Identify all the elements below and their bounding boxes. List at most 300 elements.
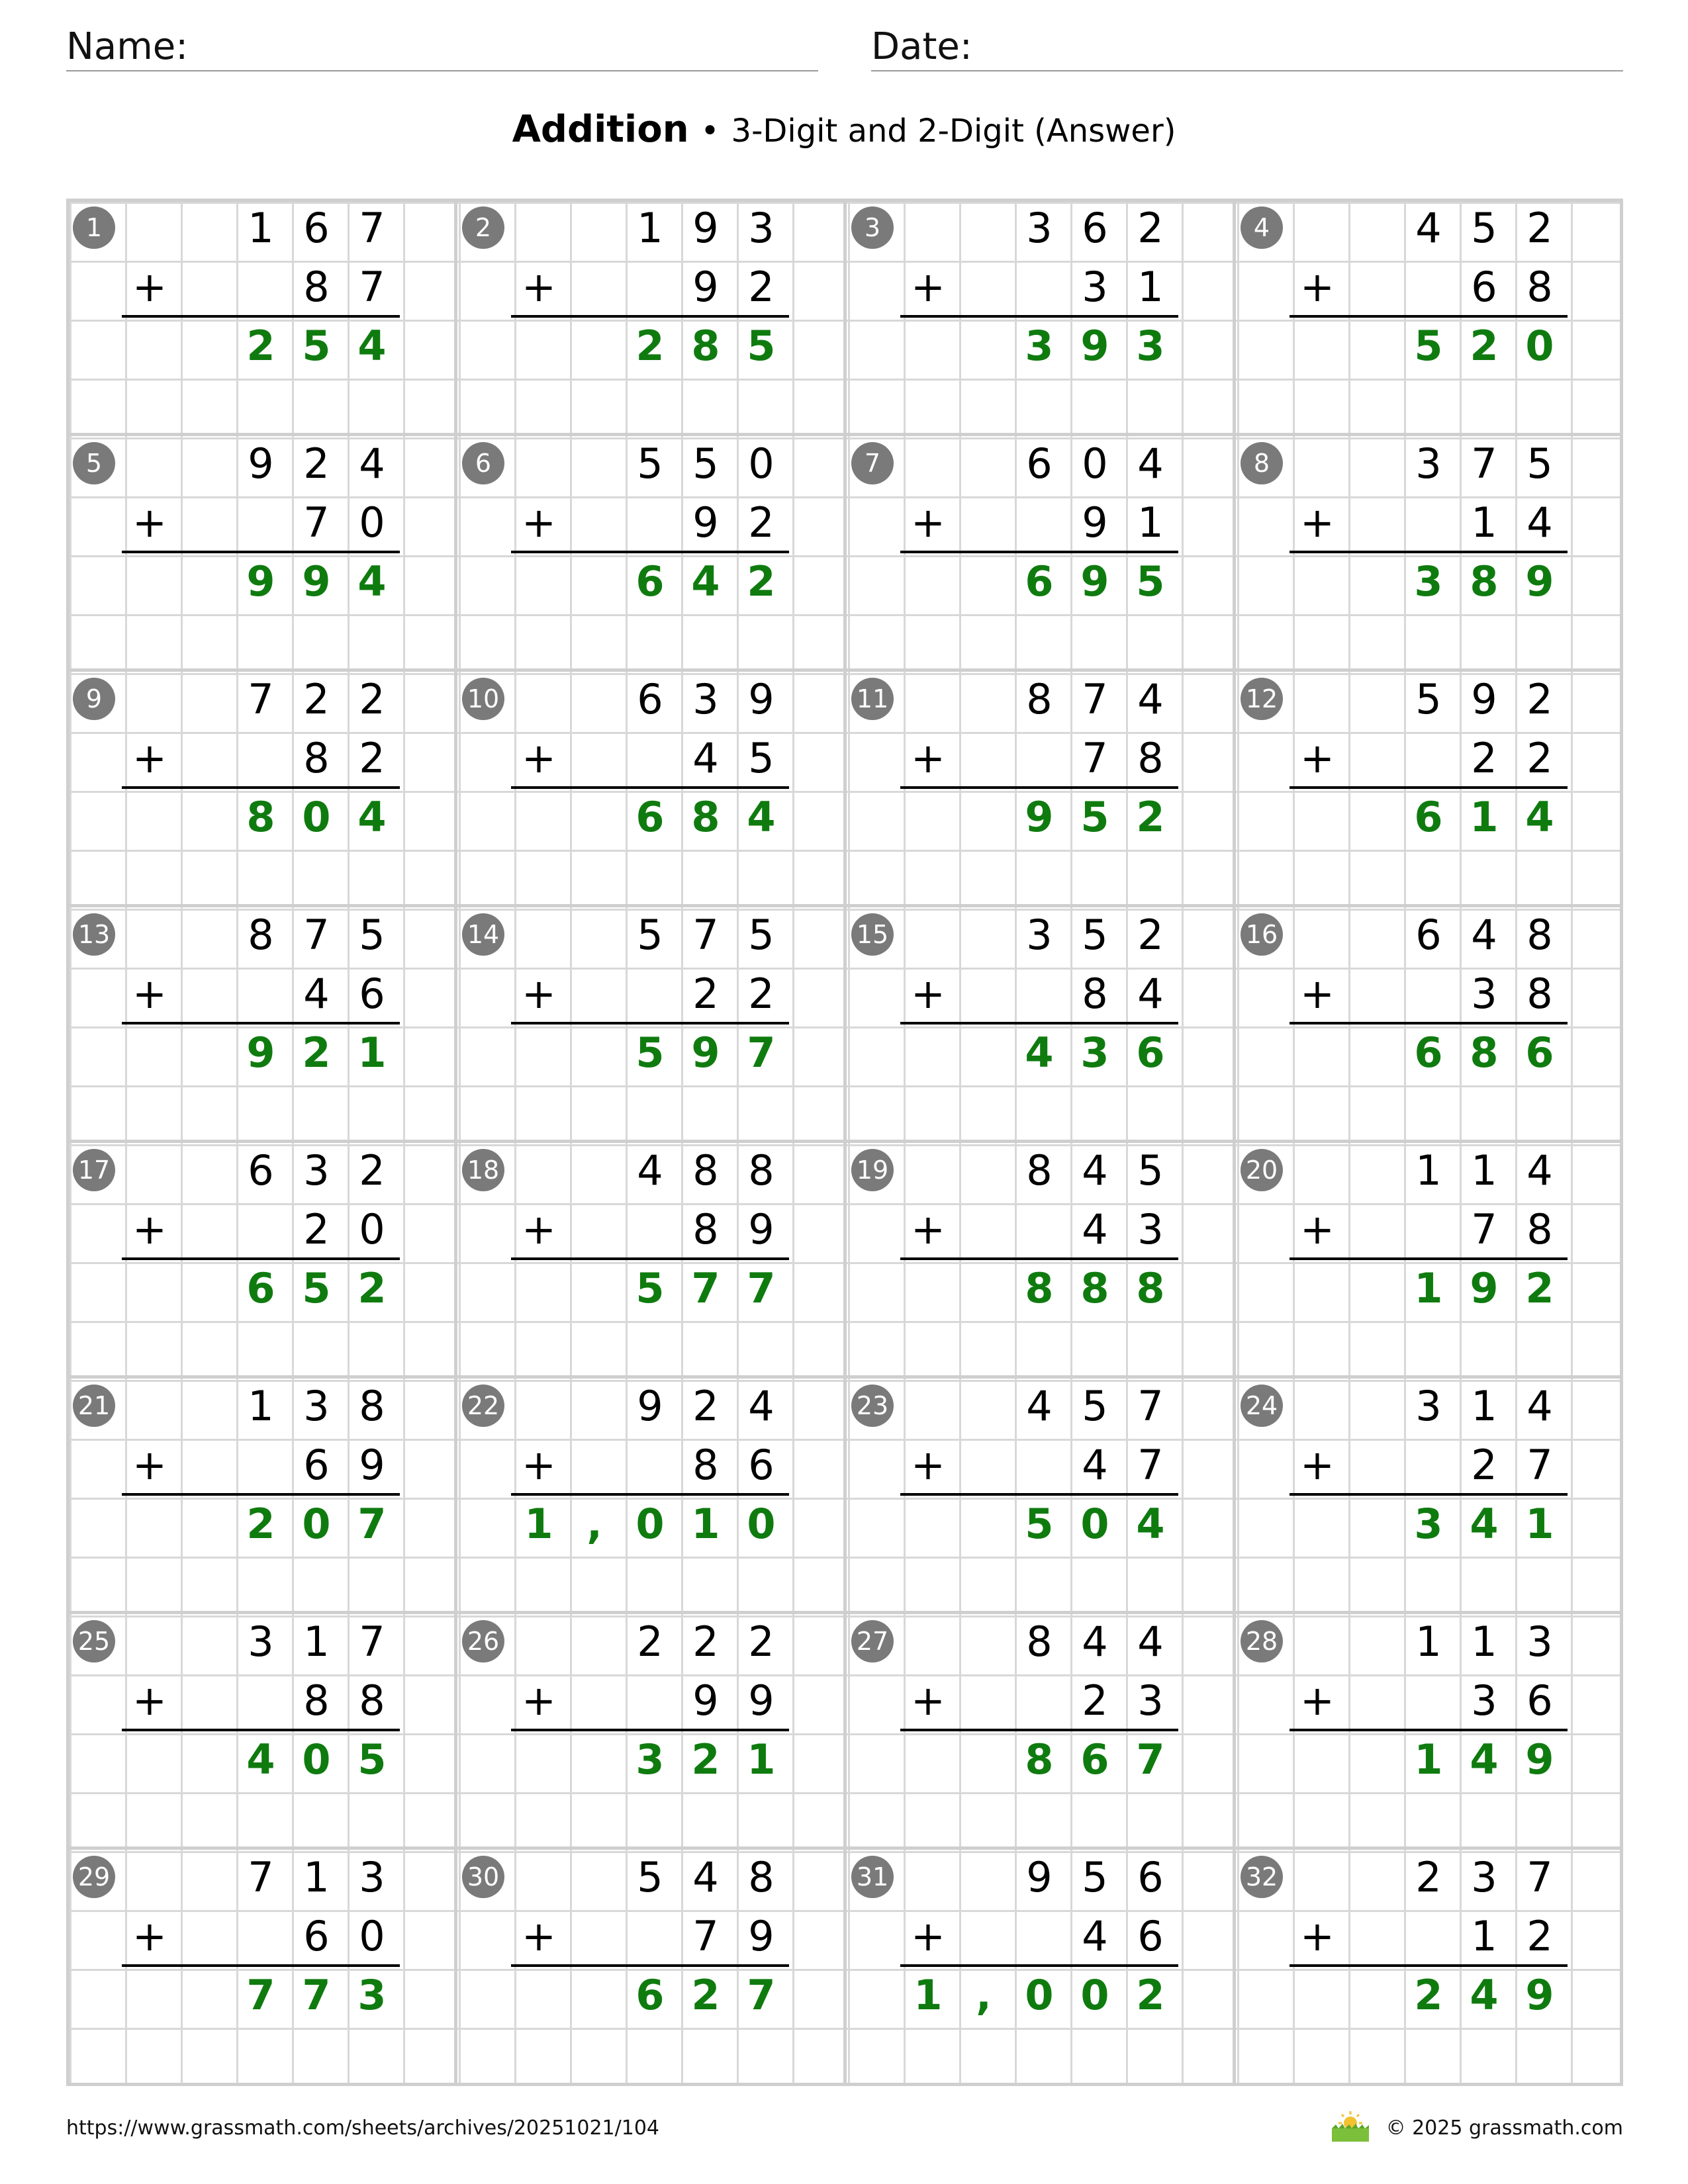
sum-digit: 4 [357,322,387,370]
addend-digit: 2 [637,1617,663,1666]
addend-digit: 5 [359,911,385,959]
sum-digit: 3 [1414,557,1443,606]
problem-number-badge: 22 [462,1385,504,1427]
addend-digit: 8 [359,1382,385,1430]
sum-digit: 5 [1080,793,1109,841]
block-separator [454,199,457,2086]
addend-digit: 4 [1082,1617,1108,1666]
addend-digit: 4 [1026,1382,1053,1430]
sum-digit: 5 [747,322,776,370]
plus-sign: + [911,734,945,782]
sum-digit: 7 [246,1971,275,2019]
plus-sign: + [132,1205,167,1253]
block-separator [1233,199,1236,2086]
addend-digit: 2 [692,1617,719,1666]
plus-sign: + [1300,1676,1335,1725]
addend-digit: 9 [692,1676,719,1725]
addend-digit: 2 [1526,1912,1553,1960]
addend-digit: 8 [1137,734,1164,782]
sum-digit: 6 [1080,1735,1109,1784]
sum-digit: 8 [1470,557,1499,606]
sum-digit: 0 [302,1500,331,1548]
addend-digit: 2 [748,263,774,311]
sum-digit: 8 [691,322,720,370]
addend-digit: 9 [1471,675,1497,723]
addend-digit: 5 [637,911,663,959]
sum-digit: 7 [747,1028,776,1077]
addend-digit: 4 [1137,1617,1164,1666]
addend-digit: 7 [692,1912,719,1960]
sum-digit: 7 [747,1971,776,2019]
addend-digit: 9 [748,675,774,723]
sum-digit: 6 [1414,793,1443,841]
addend-digit: 9 [692,498,719,547]
sum-digit: , [976,1971,992,2019]
sum-digit: 2 [1136,1971,1165,2019]
sum-digit: 2 [1470,322,1499,370]
addend-digit: 2 [1137,204,1164,252]
sum-digit: 4 [747,793,776,841]
sum-digit: 3 [1136,322,1165,370]
addend-digit: 7 [359,1617,385,1666]
sum-digit: 2 [747,557,776,606]
addend-digit: 8 [303,734,330,782]
sum-digit: 9 [1025,793,1054,841]
plus-sign: + [132,734,167,782]
addend-digit: 6 [1026,439,1053,488]
addend-digit: 5 [637,439,663,488]
sum-digit: 4 [1136,1500,1165,1548]
sum-digit: 3 [1080,1028,1109,1077]
sum-digit: 2 [1525,1264,1554,1312]
date-label: Date: [871,25,972,68]
addend-digit: 2 [1526,204,1553,252]
addend-digit: 6 [1082,204,1108,252]
addend-digit: 1 [303,1617,330,1666]
problem-number-badge: 29 [73,1856,115,1898]
addend-digit: 3 [303,1382,330,1430]
addend-digit: 4 [1082,1146,1108,1195]
addend-digit: 8 [748,1146,774,1195]
addend-digit: 2 [1526,675,1553,723]
addend-digit: 6 [1526,1676,1553,1725]
addend-digit: 2 [692,1382,719,1430]
sum-digit: 4 [1025,1028,1054,1077]
problem-number-badge: 31 [851,1856,894,1898]
addend-digit: 8 [1026,1146,1053,1195]
problem-number-badge: 7 [851,442,894,484]
sum-digit: 8 [246,793,275,841]
plus-sign: + [1300,498,1335,547]
problem-number-badge: 19 [851,1149,894,1191]
addend-digit: 5 [637,1853,663,1901]
sum-digit: 7 [747,1264,776,1312]
addend-digit: 6 [248,1146,274,1195]
addend-digit: 6 [359,970,385,1018]
addend-digit: 7 [248,1853,274,1901]
addend-digit: 4 [1137,675,1164,723]
problem-number-badge: 14 [462,913,504,956]
addend-digit: 8 [359,1676,385,1725]
addend-digit: 1 [1471,1912,1497,1960]
problem-number-badge: 28 [1241,1620,1283,1662]
problem-number-badge: 23 [851,1385,894,1427]
addend-digit: 2 [1415,1853,1442,1901]
addend-digit: 8 [1526,911,1553,959]
addend-digit: 7 [359,263,385,311]
plus-sign: + [911,263,945,311]
addend-digit: 8 [1026,1617,1053,1666]
title-subtitle: 3-Digit and 2-Digit (Answer) [731,113,1176,150]
addend-digit: 8 [303,263,330,311]
sum-digit: 6 [246,1264,275,1312]
problem-number-badge: 21 [73,1385,115,1427]
sum-digit: 0 [1525,322,1554,370]
addend-digit: 6 [303,204,330,252]
addend-digit: 5 [748,911,774,959]
addend-digit: 5 [1526,439,1553,488]
sum-digit: 3 [635,1735,665,1784]
addend-digit: 6 [637,675,663,723]
sum-digit: 1 [1525,1500,1554,1548]
plus-sign: + [132,498,167,547]
sum-digit: 5 [302,322,331,370]
sum-digit: 9 [302,557,331,606]
sum-digit: 5 [635,1028,665,1077]
addend-digit: 8 [1526,970,1553,1018]
plus-sign: + [522,970,556,1018]
problem-number-badge: 3 [851,206,894,249]
addend-digit: 7 [1526,1853,1553,1901]
sum-digit: 4 [1470,1500,1499,1548]
addend-digit: 8 [748,1853,774,1901]
sum-digit: 2 [1414,1971,1443,2019]
addend-digit: 3 [1526,1617,1553,1666]
addend-digit: 1 [1415,1617,1442,1666]
addend-digit: 6 [1137,1912,1164,1960]
date-field[interactable] [871,24,1623,71]
sum-digit: 7 [302,1971,331,2019]
addend-digit: 0 [748,439,774,488]
sum-digit: 5 [635,1264,665,1312]
plus-sign: + [522,263,556,311]
sum-digit: 9 [246,557,275,606]
sum-digit: 2 [1136,793,1165,841]
addend-digit: 0 [359,498,385,547]
addend-digit: 4 [1137,970,1164,1018]
addend-digit: 6 [1471,263,1497,311]
problem-number-badge: 6 [462,442,504,484]
addend-digit: 4 [359,439,385,488]
sum-digit: , [586,1500,602,1548]
sum-digit: 1 [1470,793,1499,841]
addend-digit: 9 [359,1441,385,1489]
problem-number-badge: 16 [1241,913,1283,956]
sum-digit: 4 [1525,793,1554,841]
addend-digit: 2 [303,1205,330,1253]
sum-digit: 3 [357,1971,387,2019]
sum-digit: 7 [691,1264,720,1312]
problem-number-badge: 8 [1241,442,1283,484]
sum-digit: 9 [1080,557,1109,606]
addend-digit: 8 [303,1676,330,1725]
plus-sign: + [911,1912,945,1960]
addend-digit: 1 [248,204,274,252]
sum-digit: 9 [1470,1264,1499,1312]
problem-number-badge: 13 [73,913,115,956]
addend-digit: 9 [748,1205,774,1253]
addend-digit: 8 [692,1441,719,1489]
problem-number-badge: 2 [462,206,504,249]
addend-digit: 4 [692,1853,719,1901]
worksheet-title [0,106,1688,155]
problem-number-badge: 10 [462,678,504,720]
sum-digit: 2 [357,1264,387,1312]
addend-digit: 4 [1082,1912,1108,1960]
sum-digit: 4 [691,557,720,606]
sum-digit: 6 [1414,1028,1443,1077]
sum-digit: 8 [691,793,720,841]
sum-digit: 1 [691,1500,720,1548]
addend-digit: 1 [1471,1617,1497,1666]
plus-sign: + [1300,263,1335,311]
footer-url[interactable]: https://www.grassmath.com/sheets/archives/20251021/104 [66,2116,660,2140]
sum-digit: 2 [635,322,665,370]
problem-number-badge: 17 [73,1149,115,1191]
addend-digit: 3 [1137,1205,1164,1253]
addend-digit: 1 [1471,1146,1497,1195]
addend-digit: 4 [1526,1146,1553,1195]
footer-copyright: © 2025 grassmath.com [1385,2116,1623,2140]
addend-digit: 2 [748,1617,774,1666]
addend-digit: 2 [1082,1676,1108,1725]
sum-digit: 0 [1080,1971,1109,2019]
addend-digit: 2 [1471,1441,1497,1489]
addend-digit: 3 [359,1853,385,1901]
addend-digit: 4 [637,1146,663,1195]
addend-digit: 4 [1526,498,1553,547]
sum-digit: 5 [1414,322,1443,370]
addend-digit: 8 [692,1205,719,1253]
addend-digit: 2 [359,1146,385,1195]
addend-digit: 4 [303,970,330,1018]
addend-digit: 7 [359,204,385,252]
problem-number-badge: 32 [1241,1856,1283,1898]
addend-digit: 9 [1026,1853,1053,1901]
addend-digit: 6 [303,1441,330,1489]
sum-digit: 2 [246,322,275,370]
addend-digit: 9 [692,204,719,252]
sum-digit: 8 [1080,1264,1109,1312]
addend-digit: 6 [1415,911,1442,959]
addend-digit: 7 [1471,439,1497,488]
plus-sign: + [911,970,945,1018]
addend-digit: 8 [1526,263,1553,311]
problem-number-badge: 25 [73,1620,115,1662]
addend-digit: 1 [637,204,663,252]
sum-digit: 1 [357,1028,387,1077]
addend-digit: 5 [748,734,774,782]
sum-digit: 0 [302,793,331,841]
sum-digit: 4 [357,793,387,841]
sum-digit: 8 [1470,1028,1499,1077]
addend-digit: 3 [1137,1676,1164,1725]
sum-digit: 5 [302,1264,331,1312]
sum-digit: 2 [246,1500,275,1548]
addend-digit: 2 [1471,734,1497,782]
plus-sign: + [522,498,556,547]
sum-digit: 0 [635,1500,665,1548]
addend-digit: 4 [748,1382,774,1430]
addend-digit: 7 [692,911,719,959]
sum-digit: 1 [1414,1264,1443,1312]
sum-digit: 8 [1025,1264,1054,1312]
sum-digit: 3 [1414,1500,1443,1548]
sum-digit: 6 [635,793,665,841]
addend-digit: 2 [1137,911,1164,959]
plus-sign: + [132,1441,167,1489]
addend-digit: 7 [303,498,330,547]
sum-digit: 6 [1136,1028,1165,1077]
plus-sign: + [1300,970,1335,1018]
name-label: Name: [66,25,189,68]
plus-sign: + [132,970,167,1018]
addend-digit: 5 [1082,1382,1108,1430]
plus-sign: + [522,1205,556,1253]
sum-digit: 2 [302,1028,331,1077]
sum-digit: 0 [747,1500,776,1548]
addend-digit: 7 [1526,1441,1553,1489]
sum-digit: 9 [1525,1971,1554,2019]
sum-digit: 8 [1025,1735,1054,1784]
addend-digit: 6 [1137,1853,1164,1901]
addend-digit: 3 [303,1146,330,1195]
addend-digit: 5 [1415,675,1442,723]
addend-digit: 7 [1137,1382,1164,1430]
addend-digit: 0 [1082,439,1108,488]
addend-digit: 3 [748,204,774,252]
sum-digit: 6 [1025,557,1054,606]
sum-digit: 3 [1025,322,1054,370]
problem-number-badge: 24 [1241,1385,1283,1427]
problem-number-badge: 15 [851,913,894,956]
addend-digit: 9 [748,1676,774,1725]
plus-sign: + [1300,1205,1335,1253]
plus-sign: + [132,1912,167,1960]
problem-number-badge: 11 [851,678,894,720]
addend-digit: 1 [1137,263,1164,311]
plus-sign: + [1300,1441,1335,1489]
addend-digit: 1 [1471,498,1497,547]
problem-number-badge: 27 [851,1620,894,1662]
sum-digit: 0 [1080,1500,1109,1548]
sum-digit: 1 [524,1500,553,1548]
sum-digit: 1 [914,1971,943,2019]
addend-digit: 1 [303,1853,330,1901]
sum-digit: 8 [1136,1264,1165,1312]
addend-digit: 7 [248,675,274,723]
addend-digit: 9 [692,263,719,311]
sum-digit: 9 [246,1028,275,1077]
addend-digit: 1 [1137,498,1164,547]
addend-digit: 9 [248,439,274,488]
addend-digit: 6 [748,1441,774,1489]
addend-digit: 2 [692,970,719,1018]
addend-digit: 9 [637,1382,663,1430]
addend-digit: 1 [1415,1146,1442,1195]
addend-digit: 3 [1026,911,1053,959]
problem-number-badge: 18 [462,1149,504,1191]
addend-digit: 3 [1082,263,1108,311]
title-separator: • [700,113,720,150]
plus-sign: + [132,263,167,311]
addend-digit: 0 [359,1205,385,1253]
plus-sign: + [132,1676,167,1725]
addend-digit: 3 [1471,1853,1497,1901]
addend-digit: 9 [748,1912,774,1960]
sum-digit: 4 [1470,1735,1499,1784]
sum-digit: 5 [1136,557,1165,606]
addend-digit: 5 [1471,204,1497,252]
sum-digit: 9 [1080,322,1109,370]
problem-number-badge: 4 [1241,206,1283,249]
addend-digit: 2 [1526,734,1553,782]
problem-number-badge: 30 [462,1856,504,1898]
sum-digit: 4 [357,557,387,606]
plus-sign: + [522,734,556,782]
plus-sign: + [1300,1912,1335,1960]
addend-digit: 2 [748,498,774,547]
addend-digit: 2 [303,675,330,723]
sum-digit: 2 [691,1971,720,2019]
plus-sign: + [522,1676,556,1725]
addend-digit: 1 [248,1382,274,1430]
sum-digit: 4 [1470,1971,1499,2019]
addend-digit: 8 [1082,970,1108,1018]
problem-number-badge: 20 [1241,1149,1283,1191]
sum-digit: 9 [691,1028,720,1077]
addend-digit: 7 [1471,1205,1497,1253]
addend-digit: 2 [359,675,385,723]
plus-sign: + [911,1441,945,1489]
sum-digit: 6 [1525,1028,1554,1077]
addend-digit: 8 [1526,1205,1553,1253]
plus-sign: + [911,1676,945,1725]
plus-sign: + [522,1441,556,1489]
addend-digit: 8 [692,1146,719,1195]
plus-sign: + [911,1205,945,1253]
sum-digit: 1 [747,1735,776,1784]
sum-digit: 0 [1025,1971,1054,2019]
addend-digit: 2 [303,439,330,488]
sum-digit: 6 [635,1971,665,2019]
sum-digit: 9 [1525,1735,1554,1784]
addend-digit: 5 [1082,911,1108,959]
plus-sign: + [522,1912,556,1960]
addend-digit: 9 [1082,498,1108,547]
addend-digit: 3 [1026,204,1053,252]
addend-digit: 3 [692,675,719,723]
addend-digit: 4 [1471,911,1497,959]
addend-digit: 5 [1082,1853,1108,1901]
addend-digit: 3 [248,1617,274,1666]
sum-digit: 0 [302,1735,331,1784]
addend-digit: 8 [248,911,274,959]
problem-number-badge: 12 [1241,678,1283,720]
addend-digit: 4 [1526,1382,1553,1430]
name-field[interactable] [66,24,818,71]
sum-digit: 5 [1025,1500,1054,1548]
